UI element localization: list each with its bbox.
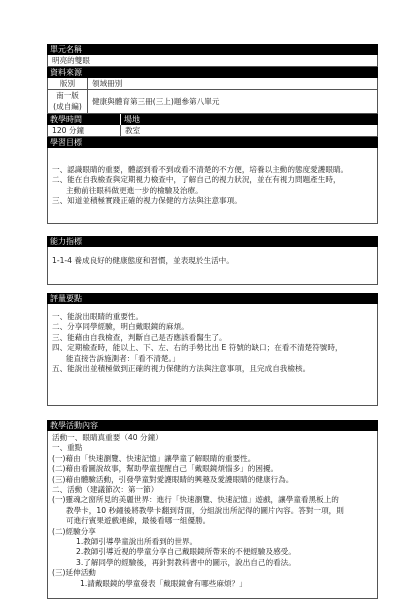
goal-item: 一、認識眼睛的重要，體認到看不到或看不清楚的不方便，培養以主動的態度愛護眼睛。 [52,165,349,174]
assessment-header: 評量要點 [47,293,378,304]
publisher-line1: 南一版 [56,91,79,100]
activity-line: 1.教師引導學童說出所看到的世界。 [76,537,198,547]
unit-value: 明亮的雙眼 [47,55,378,67]
activity-line: (一)靈魂之窗所見的美麗世界：進行「快速瀏覽、快速記憶」遊戲，讓學童看黑板上的 [52,495,339,505]
source-value-row [47,90,378,114]
assessment-block [47,304,378,406]
activity-line: 二、活動（建議節次：第一節） [52,485,159,495]
goal-item: 三、知道並積極實踐正確的視力保健的方法與注意事項。 [52,196,242,206]
assessment-item: 能直接告訴施測者：「看不清楚。」 [66,353,180,363]
assessment-item: 二、分享同學經驗，明白戴眼鏡的麻煩。 [52,322,189,332]
publisher-cell [48,90,88,113]
unit-header: 單元名稱 [47,44,378,55]
goal-item: 二、能在自我檢查與定期視力檢查中，了解自己的視力狀況，並在有視力問題產生時， [52,175,341,185]
book-col-label: 領域冊別 [92,79,123,88]
duration-cell: 120 分鐘 [48,125,121,136]
activity-line: 1.請戴眼鏡的學童發表「戴眼鏡會有哪些麻煩？」 [80,578,247,588]
indicator-text: 1-1-4 養成良好的健康態度和習慣，並表現於生活中。 [52,256,234,265]
activity-line: 可進行賓果遊戲連線，最後看哪一組優勝。 [66,516,211,526]
activity-line: (三)延伸活動 [52,568,96,578]
assessment-item: 四、定期檢查時，能以上、下、左、右的手勢比出 E 符號的缺口；在看不清楚符號時， [52,343,343,353]
activity-header: 教學活動內容 [47,420,378,431]
lesson-plan-document [47,44,378,599]
activity-line: 活動一、眼睛真重要（40 分鐘） [52,433,163,442]
publisher-line2: (成自編) [53,101,82,111]
time-header: 教學時間 [47,114,120,125]
activity-line: 3.了解同學的經驗後，再針對教科書中的圖示，說出自己的看法。 [76,557,296,567]
activity-line: (二)藉由看圖說故事，幫助學童提醒自己「戴眼鏡煩惱多」的困擾。 [52,464,279,474]
place-header: 場地 [120,114,378,125]
activity-line: 教學卡，10 秒鐘後將教學卡翻到背面，分組說出所記得的圖片內容。答對一項，則 [66,505,344,515]
activity-line: (一)藉由「快速瀏覽、快速記憶」讓學童了解眼睛的重要性。 [52,453,256,463]
activity-line: 一、重點 [52,443,83,453]
activity-line: (二)經驗分享 [52,526,96,536]
time-value-row [47,125,378,137]
activity-line: (三)藉由體驗活動，引發學童對愛護眼睛的興趣及愛護眼睛的健康行為。 [52,474,294,484]
activity-block [47,431,378,599]
book-cell: 健康與體育第三冊(三上)題參第八單元 [92,97,220,106]
assessment-item: 一、能說出眼睛的重要性。 [52,312,144,321]
place-cell: 教室 [125,126,141,135]
goal-item: 主動前往眼科做更進一步的檢驗及治療。 [66,185,203,195]
source-header: 資料來源 [47,67,378,78]
time-header-row [47,114,378,125]
publisher-col-label: 版別 [48,78,88,89]
indicators-header: 能力指標 [47,236,378,247]
assessment-item: 三、能藉由自我檢查，判斷自己是否應該看醫生了。 [52,332,227,342]
activity-line: 2.教師引導近視的學童分享自己戴眼鏡所帶來的不便經驗及感受。 [76,547,296,557]
goals-block [47,148,378,224]
indicators-block [47,247,378,285]
goals-header: 學習目標 [47,137,378,148]
source-label-row [47,78,378,90]
assessment-item: 五、能說出並積極做到正確的視力保健的方法與注意事項，且完成自我檢核。 [52,364,311,374]
